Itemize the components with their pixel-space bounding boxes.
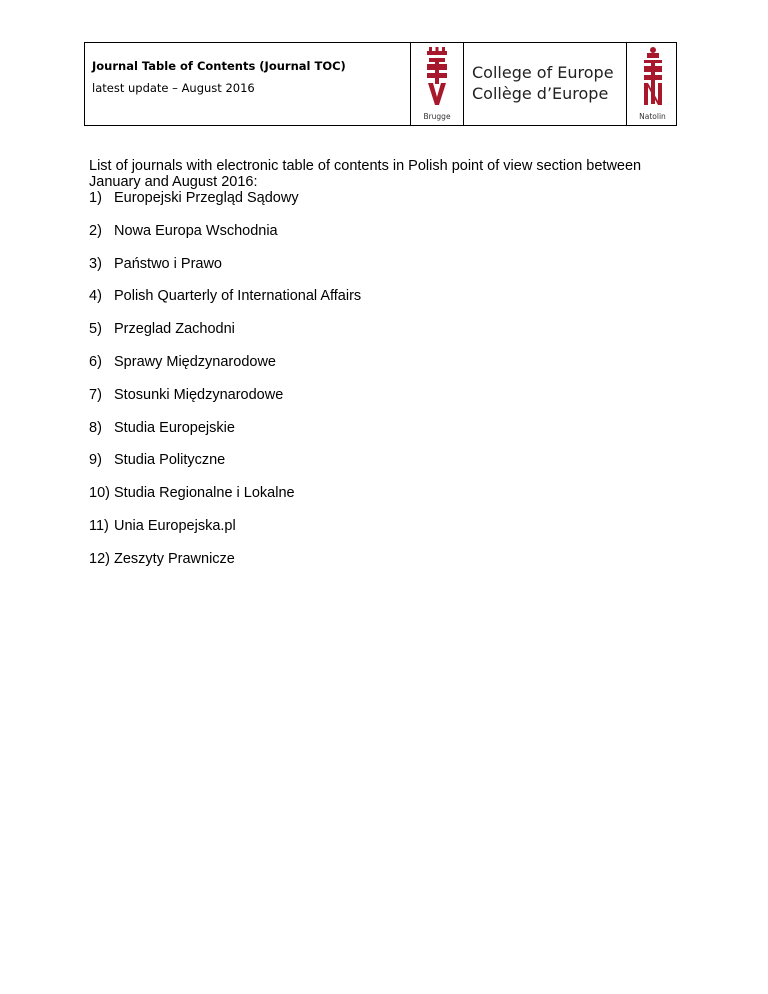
journal-name: Unia Europejska.pl <box>114 517 236 534</box>
intro-paragraph: List of journals with electronic table of contents in Polish point of view section between January and August 2016: <box>89 157 642 190</box>
journal-item <box>89 288 361 321</box>
journal-number: 9) <box>89 452 102 469</box>
bruges-logo-cell <box>411 43 464 125</box>
journal-item <box>89 387 361 420</box>
college-name-cell <box>464 43 627 125</box>
journal-name: Studia Polityczne <box>114 452 226 469</box>
journal-item <box>89 321 361 354</box>
campus-left-label: Brugge <box>423 112 451 121</box>
journal-name: Studia Europejskie <box>114 419 235 436</box>
journal-item <box>89 551 361 584</box>
journal-item <box>89 485 361 518</box>
college-name-en: College of Europe <box>472 63 614 82</box>
document-title: Journal Table of Contents (Journal TOC) <box>92 59 346 73</box>
journal-item <box>89 223 361 256</box>
journal-name: Państwo i Prawo <box>114 255 222 272</box>
journal-name: Polish Quarterly of International Affairs <box>114 288 362 305</box>
journal-name: Studia Regionalne i Lokalne <box>114 485 295 502</box>
journal-number: 4) <box>89 288 102 305</box>
journal-item <box>89 452 361 485</box>
natolin-logo-cell <box>627 43 678 125</box>
journal-number: 8) <box>89 419 102 436</box>
natolin-crest-logo <box>639 47 667 109</box>
journal-number: 5) <box>89 321 102 338</box>
college-name-fr: Collège d’Europe <box>472 84 609 103</box>
journal-item <box>89 256 361 289</box>
journal-number: 7) <box>89 386 102 403</box>
journal-number: 1) <box>89 190 102 206</box>
journal-item <box>89 420 361 453</box>
journal-name: Przeglad Zachodni <box>114 321 235 338</box>
journal-number: 10) <box>89 485 110 502</box>
journal-name: Zeszyty Prawnicze <box>114 550 235 567</box>
journal-number: 11) <box>89 517 109 534</box>
journal-number: 2) <box>89 222 102 239</box>
journal-item <box>89 190 361 223</box>
journal-name: Sprawy Międzynarodowe <box>114 353 276 370</box>
journal-number: 12) <box>89 550 110 567</box>
bruges-crest-logo <box>423 47 451 109</box>
journal-item <box>89 518 361 551</box>
journal-name: Europejski Przegląd Sądowy <box>114 190 299 206</box>
header-title-cell <box>85 43 411 125</box>
document-header <box>84 42 677 126</box>
journal-list <box>89 190 361 584</box>
journal-name: Nowa Europa Wschodnia <box>114 222 278 239</box>
document-subtitle: latest update – August 2016 <box>92 81 255 95</box>
journal-name: Stosunki Międzynarodowe <box>114 386 284 403</box>
journal-number: 6) <box>89 353 102 370</box>
campus-right-label: Natolin <box>639 112 666 121</box>
journal-item <box>89 354 361 387</box>
journal-number: 3) <box>89 255 102 272</box>
